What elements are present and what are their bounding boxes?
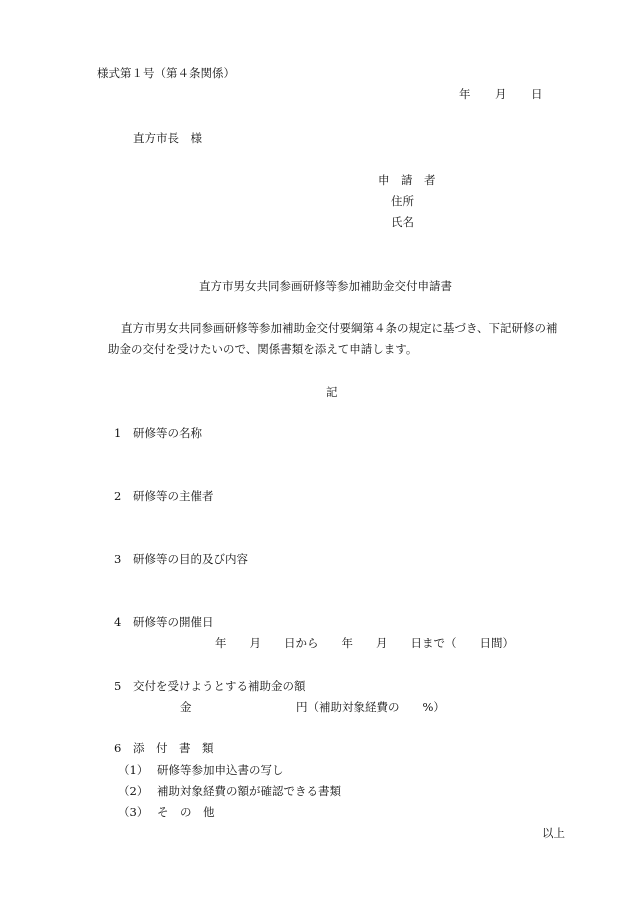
attachment-number: （1） <box>118 763 149 777</box>
attachment-number: （3） <box>118 805 149 819</box>
applicant-heading: 申 請 者 <box>378 173 436 187</box>
item-label: 研修等の開催日 <box>133 615 214 629</box>
item-label: 研修等の主催者 <box>133 489 214 503</box>
item-number: 3 <box>114 552 122 566</box>
item-number: 2 <box>114 489 122 503</box>
recipient: 直方市長 様 <box>133 131 202 145</box>
attachment-number: （2） <box>118 784 149 798</box>
applicant-address-label: 住所 <box>391 194 414 208</box>
date-day: 日 <box>531 87 543 101</box>
item-number: 5 <box>114 679 122 693</box>
item-label: 研修等の名称 <box>133 426 202 440</box>
item-label: 研修等の目的及び内容 <box>133 552 248 566</box>
attachment-label: 補助対象経費の額が確認できる書類 <box>157 784 341 798</box>
date-month: 月 <box>495 87 507 101</box>
body-line-2: 助金の交付を受けたいので、関係書類を添えて申請します。 <box>108 342 418 356</box>
applicant-name-label: 氏名 <box>391 215 414 229</box>
form-label: 様式第１号（第４条関係） <box>97 66 235 80</box>
item-label: 添 付 書 類 <box>133 741 214 755</box>
item-number: 1 <box>114 426 122 440</box>
item-number: 6 <box>114 741 122 755</box>
item-label: 交付を受けようとする補助金の額 <box>133 679 306 693</box>
ki-marker: 記 <box>326 385 338 399</box>
period-line: 年 月 日から 年 月 日まで（ 日間） <box>215 636 514 650</box>
closing-mark: 以上 <box>542 826 565 840</box>
attachment-label: 研修等参加申込書の写し <box>157 763 284 777</box>
amount-suffix: 円（補助対象経費の %） <box>296 700 445 714</box>
item-number: 4 <box>114 615 122 629</box>
amount-prefix: 金 <box>180 700 192 714</box>
body-line-1: 直方市男女共同参画研修等参加補助金交付要綱第４条の規定に基づき、下記研修の補 <box>121 321 558 335</box>
attachment-label: そ の 他 <box>157 805 215 819</box>
date-year: 年 <box>459 87 471 101</box>
document-title: 直方市男女共同参画研修等参加補助金交付申請書 <box>199 279 452 293</box>
